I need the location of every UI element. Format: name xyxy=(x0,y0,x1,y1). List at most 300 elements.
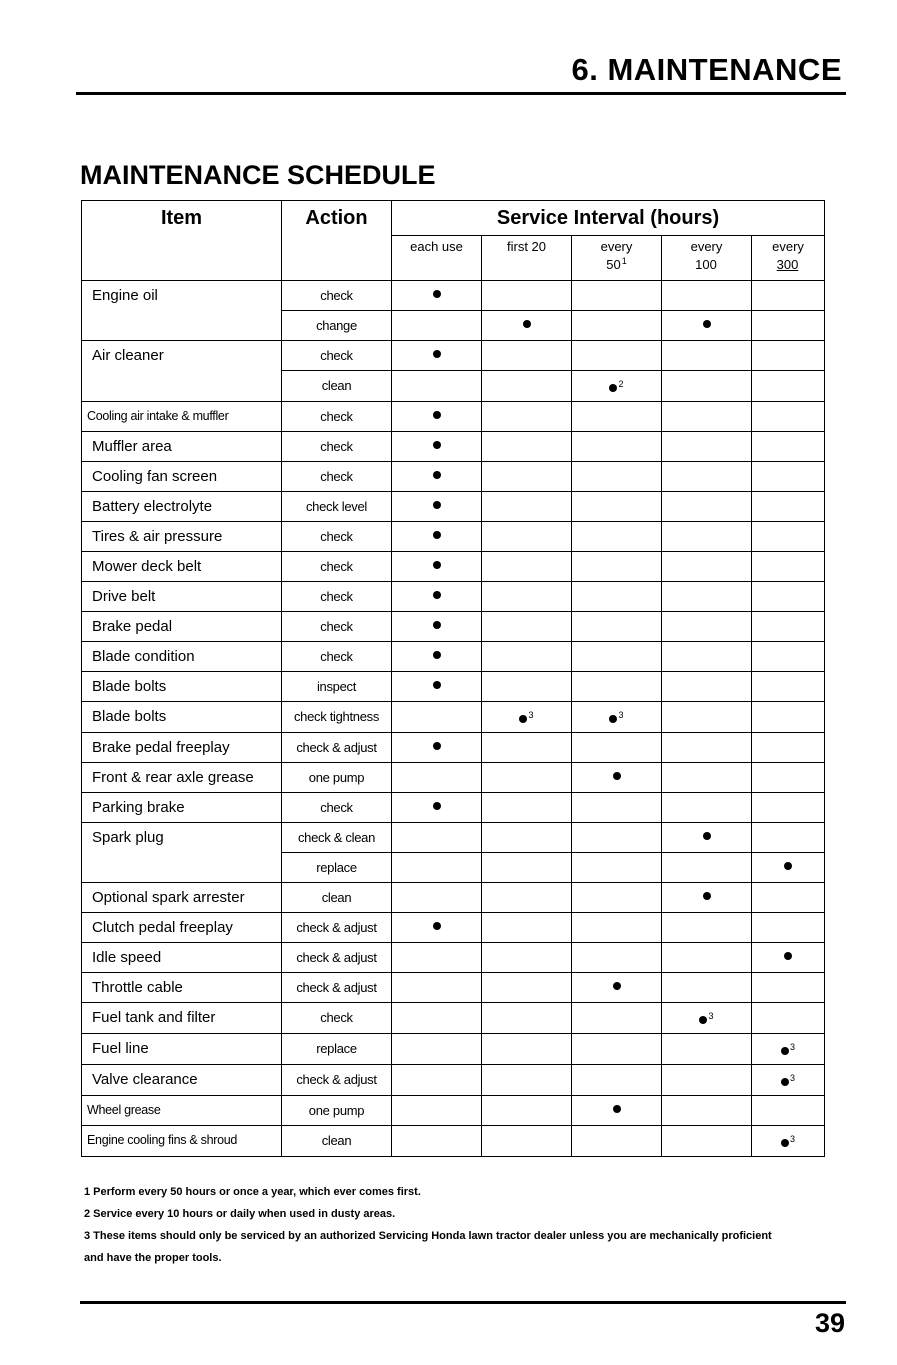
bullet-icon xyxy=(433,802,441,810)
page-number: 39 xyxy=(814,1308,845,1338)
table-row xyxy=(82,913,825,943)
interval-cell xyxy=(752,462,825,492)
action-cell: check xyxy=(282,341,392,371)
bullet-icon xyxy=(613,1105,621,1113)
item-cell: Drive belt xyxy=(82,582,282,612)
interval-cell xyxy=(392,642,482,672)
item-cell: Tires & air pressure xyxy=(82,522,282,552)
service-mark xyxy=(781,1065,782,1066)
interval-cell xyxy=(392,311,482,341)
item-cell: Throttle cable xyxy=(82,973,282,1003)
interval-cell xyxy=(482,853,572,883)
interval-cell xyxy=(752,612,825,642)
interval-cell xyxy=(482,582,572,612)
item-cell: Engine cooling fins & shroud xyxy=(82,1126,282,1157)
bullet-icon xyxy=(703,320,711,328)
interval-cell xyxy=(482,672,572,702)
interval-cell xyxy=(572,1003,662,1034)
interval-cell xyxy=(572,943,662,973)
bullet-icon xyxy=(433,651,441,659)
service-mark xyxy=(433,733,434,734)
bullet-icon xyxy=(433,591,441,599)
service-mark xyxy=(609,702,610,703)
action-cell: check & clean xyxy=(282,823,392,853)
interval-cell xyxy=(752,281,825,311)
service-mark xyxy=(613,1096,614,1097)
interval-cell xyxy=(662,281,752,311)
interval-cell xyxy=(392,883,482,913)
interval-cell xyxy=(392,281,482,311)
interval-cell xyxy=(662,341,752,371)
interval-cell xyxy=(572,853,662,883)
interval-cell xyxy=(392,462,482,492)
interval-header-4 xyxy=(752,236,825,281)
interval-label-line2 xyxy=(662,254,751,272)
interval-cell xyxy=(482,311,572,341)
table-row xyxy=(82,1126,825,1157)
interval-cell xyxy=(392,973,482,1003)
interval-cell xyxy=(752,1034,825,1065)
interval-value: 100 xyxy=(695,257,717,272)
interval-cell xyxy=(662,371,752,402)
interval-cell xyxy=(662,763,752,793)
service-mark xyxy=(433,462,434,463)
table-row xyxy=(82,642,825,672)
item-cell: Brake pedal xyxy=(82,612,282,642)
interval-cell xyxy=(482,973,572,1003)
interval-cell xyxy=(662,432,752,462)
interval-cell xyxy=(482,702,572,733)
interval-cell xyxy=(662,913,752,943)
maintenance-schedule-table xyxy=(81,200,825,1157)
interval-cell xyxy=(482,642,572,672)
interval-cell xyxy=(752,793,825,823)
interval-cell xyxy=(662,883,752,913)
service-mark xyxy=(613,763,614,764)
action-cell: one pump xyxy=(282,763,392,793)
interval-value: 300 xyxy=(776,257,799,272)
interval-header-3 xyxy=(662,236,752,281)
interval-cell xyxy=(662,1003,752,1034)
action-cell: replace xyxy=(282,1034,392,1065)
interval-cell xyxy=(392,341,482,371)
interval-cell xyxy=(662,1096,752,1126)
interval-cell xyxy=(662,462,752,492)
table-row xyxy=(82,763,825,793)
interval-cell xyxy=(392,1126,482,1157)
interval-cell xyxy=(572,341,662,371)
interval-header-2 xyxy=(572,236,662,281)
bullet-icon xyxy=(613,772,621,780)
item-cell: Blade condition xyxy=(82,642,282,672)
interval-cell xyxy=(572,432,662,462)
interval-cell xyxy=(752,1065,825,1096)
action-cell: check xyxy=(282,432,392,462)
interval-cell xyxy=(572,462,662,492)
item-cell: Cooling fan screen xyxy=(82,462,282,492)
interval-cell xyxy=(482,1126,572,1157)
service-mark xyxy=(433,522,434,523)
footnote-ref: 3 xyxy=(790,1073,796,1083)
interval-cell xyxy=(392,853,482,883)
footnote-ref: 1 xyxy=(621,256,627,266)
interval-cell xyxy=(482,1096,572,1126)
interval-cell xyxy=(392,432,482,462)
table-row xyxy=(82,883,825,913)
service-mark xyxy=(433,612,434,613)
interval-cell xyxy=(752,642,825,672)
header-rule xyxy=(76,92,846,95)
bullet-icon xyxy=(784,862,792,870)
item-cell: Muffler area xyxy=(82,432,282,462)
action-cell: check xyxy=(282,1003,392,1034)
action-cell: inspect xyxy=(282,672,392,702)
interval-cell xyxy=(752,492,825,522)
table-row xyxy=(82,943,825,973)
table-row xyxy=(82,733,825,763)
interval-cell xyxy=(752,582,825,612)
header-spacer-action xyxy=(282,236,392,281)
interval-cell xyxy=(752,913,825,943)
interval-cell xyxy=(482,733,572,763)
item-cell xyxy=(82,853,282,883)
interval-cell xyxy=(392,672,482,702)
action-cell: check & adjust xyxy=(282,1065,392,1096)
interval-cell xyxy=(482,552,572,582)
interval-cell xyxy=(752,973,825,1003)
interval-cell xyxy=(662,612,752,642)
interval-cell xyxy=(752,1126,825,1157)
interval-cell xyxy=(392,1096,482,1126)
interval-cell xyxy=(572,733,662,763)
bullet-icon xyxy=(784,952,792,960)
interval-cell xyxy=(572,1096,662,1126)
item-cell: Blade bolts xyxy=(82,672,282,702)
footnote-ref: 3 xyxy=(528,710,534,720)
service-mark xyxy=(703,823,704,824)
interval-cell xyxy=(572,1126,662,1157)
interval-cell xyxy=(662,552,752,582)
table-row xyxy=(82,552,825,582)
action-cell: check xyxy=(282,793,392,823)
item-cell xyxy=(82,311,282,341)
interval-cell xyxy=(482,943,572,973)
table-row xyxy=(82,612,825,642)
bullet-icon xyxy=(433,742,441,750)
interval-label-line2 xyxy=(572,254,661,272)
interval-label-line1: each use xyxy=(410,239,463,254)
action-cell: check xyxy=(282,522,392,552)
bullet-icon xyxy=(609,715,617,723)
interval-value: 50 xyxy=(606,257,621,272)
interval-cell xyxy=(572,1034,662,1065)
interval-label-line1: every xyxy=(772,239,804,254)
interval-cell xyxy=(752,883,825,913)
bullet-icon xyxy=(781,1078,789,1086)
interval-cell xyxy=(572,522,662,552)
interval-cell xyxy=(662,973,752,1003)
interval-cell xyxy=(392,1034,482,1065)
interval-cell xyxy=(392,823,482,853)
service-mark xyxy=(781,1126,782,1127)
action-cell: clean xyxy=(282,371,392,402)
action-cell: check & adjust xyxy=(282,733,392,763)
interval-cell xyxy=(752,311,825,341)
interval-cell xyxy=(572,672,662,702)
interval-cell xyxy=(662,702,752,733)
action-cell: check xyxy=(282,281,392,311)
action-cell: check xyxy=(282,582,392,612)
bullet-icon xyxy=(433,922,441,930)
interval-header-0 xyxy=(392,236,482,281)
interval-cell xyxy=(572,311,662,341)
footnote-ref: 3 xyxy=(618,710,624,720)
interval-cell xyxy=(392,402,482,432)
item-cell: Valve clearance xyxy=(82,1065,282,1096)
interval-cell xyxy=(752,371,825,402)
interval-cell xyxy=(392,522,482,552)
interval-cell xyxy=(482,612,572,642)
interval-cell xyxy=(752,823,825,853)
footnote-ref: 3 xyxy=(708,1011,714,1021)
footnote-1: 1 Perform every 50 hours or once a year, which ever comes first. xyxy=(84,1186,421,1198)
item-cell: Blade bolts xyxy=(82,702,282,733)
interval-cell xyxy=(392,492,482,522)
service-mark xyxy=(781,1034,782,1035)
item-cell: Front & rear axle grease xyxy=(82,763,282,793)
interval-cell xyxy=(392,733,482,763)
interval-cell xyxy=(752,1096,825,1126)
interval-cell xyxy=(482,371,572,402)
service-mark xyxy=(433,281,434,282)
interval-label-line2 xyxy=(482,254,571,272)
item-cell: Optional spark arrester xyxy=(82,883,282,913)
interval-cell xyxy=(662,943,752,973)
column-header-service-interval: Service Interval (hours) xyxy=(392,201,825,236)
interval-cell xyxy=(482,823,572,853)
interval-label-line2 xyxy=(752,254,824,272)
bullet-icon xyxy=(433,531,441,539)
interval-cell xyxy=(752,522,825,552)
table-row xyxy=(82,522,825,552)
bullet-icon xyxy=(433,621,441,629)
interval-cell xyxy=(482,492,572,522)
interval-cell xyxy=(392,793,482,823)
interval-label-line1: every xyxy=(600,239,633,254)
interval-cell xyxy=(662,1065,752,1096)
interval-cell xyxy=(572,913,662,943)
interval-cell xyxy=(572,281,662,311)
item-cell: Air cleaner xyxy=(82,341,282,371)
interval-cell xyxy=(572,612,662,642)
header-spacer-item xyxy=(82,236,282,281)
interval-cell xyxy=(662,522,752,552)
interval-cell xyxy=(752,672,825,702)
service-mark xyxy=(433,432,434,433)
action-cell: check xyxy=(282,552,392,582)
item-cell xyxy=(82,371,282,402)
interval-cell xyxy=(662,853,752,883)
item-cell: Fuel line xyxy=(82,1034,282,1065)
service-mark xyxy=(433,492,434,493)
interval-cell xyxy=(482,281,572,311)
action-cell: check xyxy=(282,402,392,432)
interval-cell xyxy=(482,432,572,462)
footnote-3: 3 These items should only be serviced by an authorized Servicing Honda lawn tractor dealer unless you are mechanically proficient and have the proper tools. xyxy=(84,1230,772,1264)
service-mark xyxy=(433,672,434,673)
interval-cell xyxy=(662,1034,752,1065)
action-cell: check & adjust xyxy=(282,943,392,973)
interval-cell xyxy=(572,793,662,823)
service-mark xyxy=(784,853,785,854)
action-cell: check level xyxy=(282,492,392,522)
interval-cell xyxy=(572,642,662,672)
bullet-icon xyxy=(609,384,617,392)
interval-cell xyxy=(572,883,662,913)
interval-cell xyxy=(752,402,825,432)
service-mark xyxy=(703,311,704,312)
action-cell: check xyxy=(282,612,392,642)
action-cell: check tightness xyxy=(282,702,392,733)
footnote-ref: 3 xyxy=(790,1134,796,1144)
column-header-item: Item xyxy=(82,201,282,236)
interval-cell xyxy=(482,462,572,492)
bullet-icon xyxy=(433,441,441,449)
interval-cell xyxy=(752,341,825,371)
interval-cell xyxy=(392,763,482,793)
interval-cell xyxy=(482,1003,572,1034)
interval-cell xyxy=(572,552,662,582)
interval-cell xyxy=(752,853,825,883)
interval-cell xyxy=(482,763,572,793)
footnotes xyxy=(84,1181,844,1269)
bullet-icon xyxy=(433,471,441,479)
interval-cell xyxy=(572,973,662,1003)
interval-cell xyxy=(482,883,572,913)
table-row xyxy=(82,371,825,402)
service-mark xyxy=(433,402,434,403)
interval-cell xyxy=(482,1065,572,1096)
service-mark xyxy=(703,883,704,884)
item-cell: Clutch pedal freeplay xyxy=(82,913,282,943)
service-mark xyxy=(433,341,434,342)
interval-cell xyxy=(572,492,662,522)
service-mark xyxy=(613,973,614,974)
service-mark xyxy=(433,642,434,643)
interval-cell xyxy=(572,402,662,432)
interval-cell xyxy=(572,1065,662,1096)
item-cell: Wheel grease xyxy=(82,1096,282,1126)
table-row xyxy=(82,311,825,341)
table-row xyxy=(82,672,825,702)
bullet-icon xyxy=(781,1139,789,1147)
table-row xyxy=(82,341,825,371)
interval-cell xyxy=(752,552,825,582)
table-row xyxy=(82,702,825,733)
column-header-action: Action xyxy=(282,201,392,236)
service-mark xyxy=(609,371,610,372)
interval-cell xyxy=(482,793,572,823)
interval-cell xyxy=(662,311,752,341)
action-cell: clean xyxy=(282,883,392,913)
interval-cell xyxy=(482,1034,572,1065)
interval-cell xyxy=(392,371,482,402)
table-row xyxy=(82,823,825,853)
bullet-icon xyxy=(781,1047,789,1055)
bullet-icon xyxy=(433,411,441,419)
footnote-2: 2 Service every 10 hours or daily when used in dusty areas. xyxy=(84,1208,396,1220)
table-row xyxy=(82,1096,825,1126)
interval-cell xyxy=(572,371,662,402)
action-cell: check & adjust xyxy=(282,973,392,1003)
item-cell: Idle speed xyxy=(82,943,282,973)
interval-cell xyxy=(662,823,752,853)
interval-cell xyxy=(752,702,825,733)
bullet-icon xyxy=(699,1016,707,1024)
interval-label-line1: first 20 xyxy=(506,239,546,254)
table-row xyxy=(82,853,825,883)
bullet-icon xyxy=(703,832,711,840)
table-row xyxy=(82,582,825,612)
interval-cell xyxy=(572,582,662,612)
service-mark xyxy=(433,793,434,794)
action-cell: check & adjust xyxy=(282,913,392,943)
footnote-ref: 2 xyxy=(618,379,624,389)
action-cell: check xyxy=(282,642,392,672)
bullet-icon xyxy=(703,892,711,900)
interval-cell xyxy=(662,1126,752,1157)
interval-cell xyxy=(662,492,752,522)
bullet-icon xyxy=(433,681,441,689)
item-cell: Brake pedal freeplay xyxy=(82,733,282,763)
table-row xyxy=(82,281,825,311)
interval-cell xyxy=(392,582,482,612)
service-mark xyxy=(433,552,434,553)
item-cell: Battery electrolyte xyxy=(82,492,282,522)
section-title: MAINTENANCE SCHEDULE xyxy=(80,160,436,190)
chapter-title: 6. MAINTENANCE xyxy=(571,52,842,87)
interval-cell xyxy=(572,702,662,733)
interval-cell xyxy=(662,642,752,672)
interval-label-line2 xyxy=(392,254,481,272)
interval-cell xyxy=(392,1065,482,1096)
interval-cell xyxy=(392,943,482,973)
interval-cell xyxy=(752,432,825,462)
table-row xyxy=(82,973,825,1003)
table-row xyxy=(82,402,825,432)
table-row xyxy=(82,1034,825,1065)
interval-cell xyxy=(482,522,572,552)
action-cell: check xyxy=(282,462,392,492)
footer-rule xyxy=(80,1301,846,1304)
interval-cell xyxy=(752,1003,825,1034)
table-row xyxy=(82,492,825,522)
item-cell: Mower deck belt xyxy=(82,552,282,582)
interval-cell xyxy=(482,913,572,943)
bullet-icon xyxy=(433,501,441,509)
interval-cell xyxy=(662,733,752,763)
bullet-icon xyxy=(433,290,441,298)
interval-label-line1: every xyxy=(690,239,723,254)
action-cell: clean xyxy=(282,1126,392,1157)
table-row xyxy=(82,1065,825,1096)
service-mark xyxy=(784,943,785,944)
item-cell: Parking brake xyxy=(82,793,282,823)
action-cell: one pump xyxy=(282,1096,392,1126)
bullet-icon xyxy=(519,715,527,723)
bullet-icon xyxy=(523,320,531,328)
item-cell: Cooling air intake & muffler xyxy=(82,402,282,432)
